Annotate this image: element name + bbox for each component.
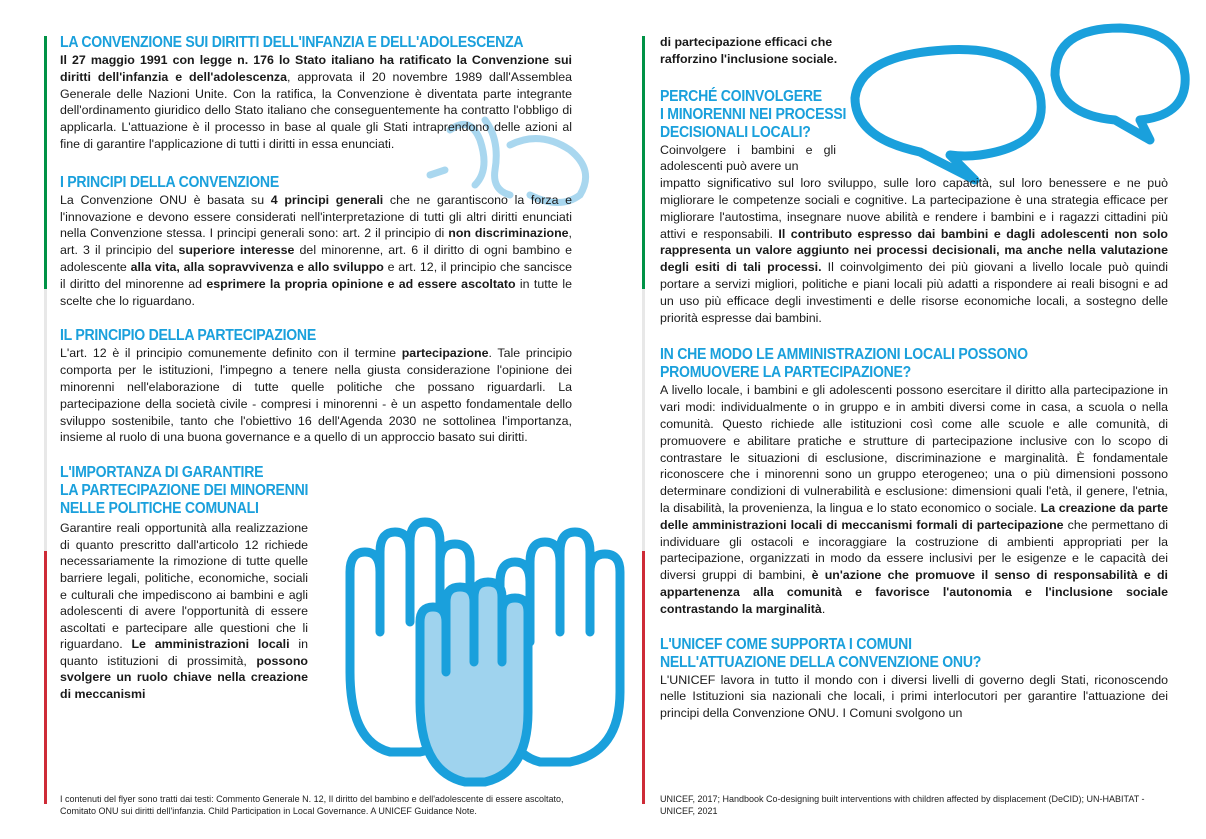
why-paragraph-intro: Coinvolgere i bambini e gli adolescenti può avere un [660,142,836,174]
importance-paragraph: Garantire reali opportunità alla realizzazione di quanto prescritto dall'articolo 12 richiede necessariamente la rimozione di tutte quelle barriere legali, politiche, economiche, sociali e culturali che impediscono ai bambini e agli adolescenti di avere l'opportunità di essere ascoltati e partecipare alle questioni che li riguardano. Le amministrazioni locali in quanto istituzioni di prossimità, possono svolgere un ruolo chiave nella creazione di meccanismi [60,521,308,702]
left-flag-stripe [44,36,47,804]
convention-paragraph: Il 27 maggio 1991 con legge n. 176 lo Stato italiano ha ratificato la Convenzione sui diritti dell'infanzia e dell'adolescenza, approvata il 20 novembre 1989 dall'Assemblea Generale delle Nazioni Unite. Con la ratifica, la Convenzione è diventata parte integrante dell'ordinamento giuridico dello Stato italiano che conseguentemente ha contratto l'obbligo di applicarla. L'attuazione è il processo in base al quale gli Stati intraprendono delle azioni al fine di garantire l'applicazione di tutti i diritti in essa enunciati. [60,53,573,151]
section-title-why-2: I MINORENNI NEI PROCESSI [660,105,847,123]
continued-text: di partecipazione efficaci che rafforzino l'inclusione sociale. [660,35,838,66]
section-title-why-3: DECISIONALI LOCALI? [660,123,811,141]
section-title-importance-2: LA PARTECIPAZIONE DEI MINORENNI [60,482,309,500]
section-title-how-2: PROMUOVERE LA PARTECIPAZIONE? [660,364,912,382]
participation-paragraph: L'art. 12 è il principio comunemente definito con il termine partecipazione. Tale principio comporta per le istituzioni, l'impegno a tenere nella giusta considerazione l'opinione dei minorenni nell'elaborazione di tutte quelle politiche che possano riguardarli. La partecipazione della società civile - compresi i minorenni - è un aspetto fondamentale dello sviluppo sostenibile, tanto che l'obiettivo 16 dell'Agenda 2030 ne sottolinea l'importanza, insieme al ruolo di una buona governance e a quello di un approccio basato sui diritti. [60,346,572,445]
section-title-unicef-1: L'UNICEF COME SUPPORTA I COMUNI [660,635,912,653]
section-title-importance-3: NELLE POLITICHE COMUNALI [60,500,259,518]
right-footnote: UNICEF, 2017; Handbook Co-designing built interventions with children affected by displacement (DeCID); UN-HABITAT - UNICEF, 2021 [660,794,1145,816]
section-title-importance-1: L'IMPORTANZA DI GARANTIRE [60,464,264,482]
section-title-how-1: IN CHE MODO LE AMMINISTRAZIONI LOCALI POSSONO [660,346,1028,364]
raised-hands-icon [320,512,620,792]
principles-paragraph: La Convenzione ONU è basata su 4 principi generali che ne garantiscono la forza e l'innovazione e devono essere considerati nell'interpretazione di tutti gli altri diritti enunciati nella Convenzione stessa. I principi generali sono: art. 2 il principio di non discriminazione, art. 3 il principio del superiore interesse del minorenne, art. 6 il diritto di ogni bambino e adolescente alla vita, alla sopravvivenza e allo sviluppo e art. 12, il principio che sancisce il diritto del minorenne ad esprimere la propria opinione e ad essere ascoltato in tutte le scelte che lo riguardano. [60,192,573,308]
how-paragraph: A livello locale, i bambini e gli adolescenti possono esercitare il diritto alla partecipazione in vari modi: individualmente o in gruppo e in ambiti diversi come in casa, a scuola o nella comunità. Questo richiede alle istituzioni così come alle scuole e alle comunità, di promuovere e abilitare pratiche e strutture di partecipazione inclusive con lo scopo di contrastare le situazioni di esclusione, discriminazione e marginalità. È fondamentale riconoscere che i minorenni sono un gruppo eterogeneo; una o più dimensioni possono determinare condizioni di vulnerabilità e esclusione: dimensioni quali l'età, il genere, l'etnia, la disabilità, la provenienza, la lingua e lo stato economico o sociale. La creazione da parte delle amministrazioni locali di meccanismi formali di partecipazione che permettano di individuare gli ostacoli e incoraggiare la costruzione di ambienti appropriati per la partecipazione, organizzati in modo da essere inclusivi per le esigenze e le capacità dei diversi gruppi di bambini, è un'azione che promuove il senso di responsabilità e di appartenenza alla comunità e favorisce l'autonomia e l'inclusione sociale contrastando la marginalità. [660,383,1169,616]
why-paragraph: impatto significativo sul loro sviluppo, sulle loro capacità, sul loro benessere e ne può migliorare le competenze sociali e cognitive. La partecipazione è una strategia efficace per migliorare l'autostima, insegnare nuove abilità e rendere i bambini e i ragazzi cittadini più attivi e responsabili. Il contributo espresso dai bambini e dagli adolescenti non solo rappresenta un valore aggiunto nei processi decisionali, ma anche nella valutazione degli esiti di tali processi. Il coinvolgimento dei più giovani a livello locale può quindi portare a servizi migliori, politiche e piani locali più adatti a rispondere ai reali bisogni e ad un uso più efficace degli investimenti e delle risorse economiche locali, a sostegno delle priorità espresse dai bambini. [660,176,1168,325]
right-column [660,34,1168,722]
right-flag-stripe [642,36,645,804]
section-title-participation: IL PRINCIPIO DELLA PARTECIPAZIONE [60,327,316,345]
left-footnote: I contenuti del flyer sono tratti dai testi: Commento Generale N. 12, Il diritto del bambino e dell'adolescente di essere ascoltato, Comitato ONU sui diritti dell'infanzia. Child Participation in Local Governance. A UNICEF Guidance Note. [60,794,564,816]
section-title-unicef-2: NELL'ATTUAZIONE DELLA CONVENZIONE ONU? [660,653,982,671]
unicef-paragraph: L'UNICEF lavora in tutto il mondo con i diversi livelli di governo degli Stati, riconoscendo nelle Istituzioni sia nazionali che locali, i primi interlocutori per garantire l'attuazione dei principi della Convenzione ONU. I Comuni svolgono un [660,672,1168,721]
section-title-why-1: PERCHÉ COINVOLGERE [660,87,822,105]
section-title-principles: I PRINCIPI DELLA CONVENZIONE [60,173,279,191]
section-title-convention: LA CONVENZIONE SUI DIRITTI DELL'INFANZIA E DELL'ADOLESCENZA [60,34,524,51]
